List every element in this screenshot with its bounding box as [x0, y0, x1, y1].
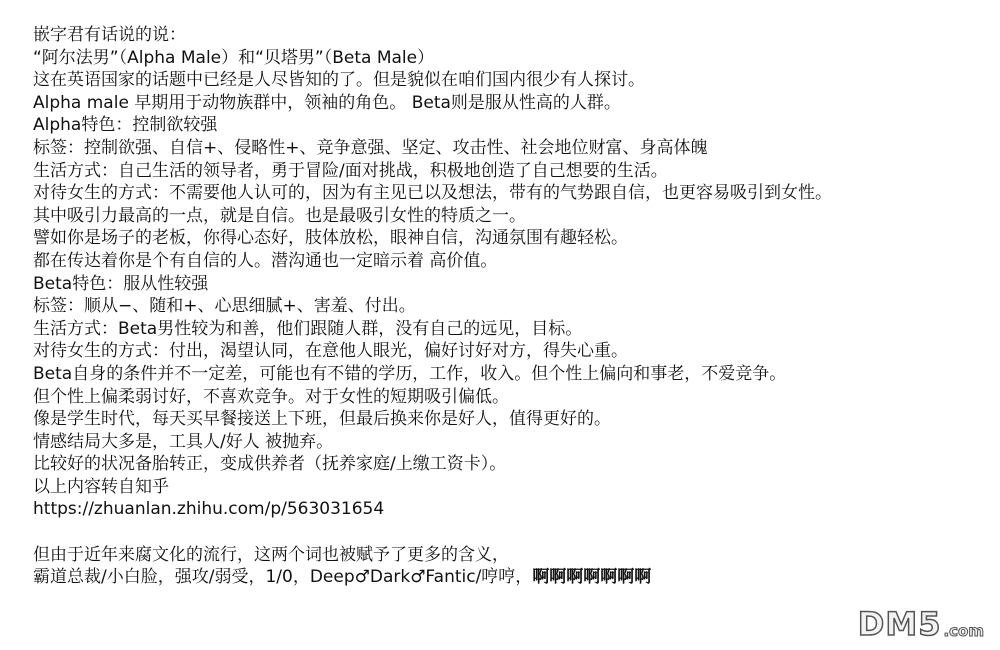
closing-exclamation: 啊啊啊啊啊啊啊	[532, 567, 652, 588]
note-line: 都在传达着你是个有自信的人。潜沟通也一定暗示着 高价值。	[33, 250, 498, 271]
watermark-brand: DM5	[857, 605, 942, 643]
note-line: 这在英语国家的话题中已经是人尽皆知的了。但是貌似在咱们国内很少有人探讨。	[33, 70, 645, 91]
blank-line	[33, 521, 983, 544]
note-line: 生活方式：自己生活的领导者，勇于冒险/面对挑战，积极地创造了自己想要的生活。	[33, 160, 668, 181]
note-line: “阿尔法男”（Alpha Male）和“贝塔男”（Beta Male）	[33, 47, 435, 68]
note-line: 对待女生的方式：付出，渴望认同，在意他人眼光，偏好讨好对方，得失心重。	[33, 341, 628, 362]
note-line: Alpha特色：控制欲较强	[33, 115, 218, 136]
note-line: Alpha male 早期用于动物族群中，领袖的角色。 Beta则是服从性高的人群。	[33, 92, 621, 113]
note-line: 标签：控制欲强、自信+、侵略性+、竞争意强、坚定、攻击性、社会地位财富、身高体魄	[33, 137, 708, 158]
note-line: 生活方式：Beta男性较为和善，他们跟随人群，没有自己的远见，目标。	[33, 318, 583, 339]
source-label: 以上内容转自知乎	[33, 476, 169, 497]
note-line: 但个性上偏柔弱讨好，不喜欢竞争。对于女性的短期吸引偏低。	[33, 386, 509, 407]
note-line: 像是学生时代，每天买早餐接送上下班，但最后换来你是好人，值得更好的。	[33, 409, 611, 430]
note-line: 标签：顺从−、随和+、心思细腻+、害羞、付出。	[33, 296, 416, 317]
note-line: 嵌字君有话说的说：	[33, 25, 186, 45]
note-line: Beta特色：服从性较强	[33, 273, 209, 294]
closing-line-text: 霸道总裁/小白脸，强攻/弱受，1/0，Deep♂Dark♂Fantic/哼哼，	[33, 567, 533, 588]
note-line: 对待女生的方式：不需要他人认可的，因为有主见已以及想法，带有的气势跟自信，也更容易吸引到女性。	[33, 183, 832, 204]
watermark-suffix: .com	[943, 622, 984, 640]
note-text-block	[33, 24, 983, 589]
source-url: https://zhuanlan.zhihu.com/p/563031654	[33, 499, 385, 520]
note-line: 其中吸引力最高的一点，就是自信。也是最吸引女性的特质之一。	[33, 205, 526, 226]
note-line: 情感结局大多是，工具人/好人 被抛弃。	[33, 431, 334, 452]
closing-line-final	[33, 566, 983, 589]
note-line: Beta自身的条件并不一定差，可能也有不错的学历，工作，收入。但个性上偏向和事老，不爱竞争。	[33, 363, 787, 384]
dm5-watermark-logo	[857, 605, 984, 643]
note-line: 比较好的状况备胎转正，变成供养者（抚养家庭/上缴工资卡）。	[33, 454, 507, 475]
note-line: 譬如你是场子的老板，你得心态好，肢体放松，眼神自信，沟通氛围有趣轻松。	[33, 228, 628, 249]
closing-line: 但由于近年来腐文化的流行，这两个词也被赋予了更多的含义，	[33, 544, 509, 565]
